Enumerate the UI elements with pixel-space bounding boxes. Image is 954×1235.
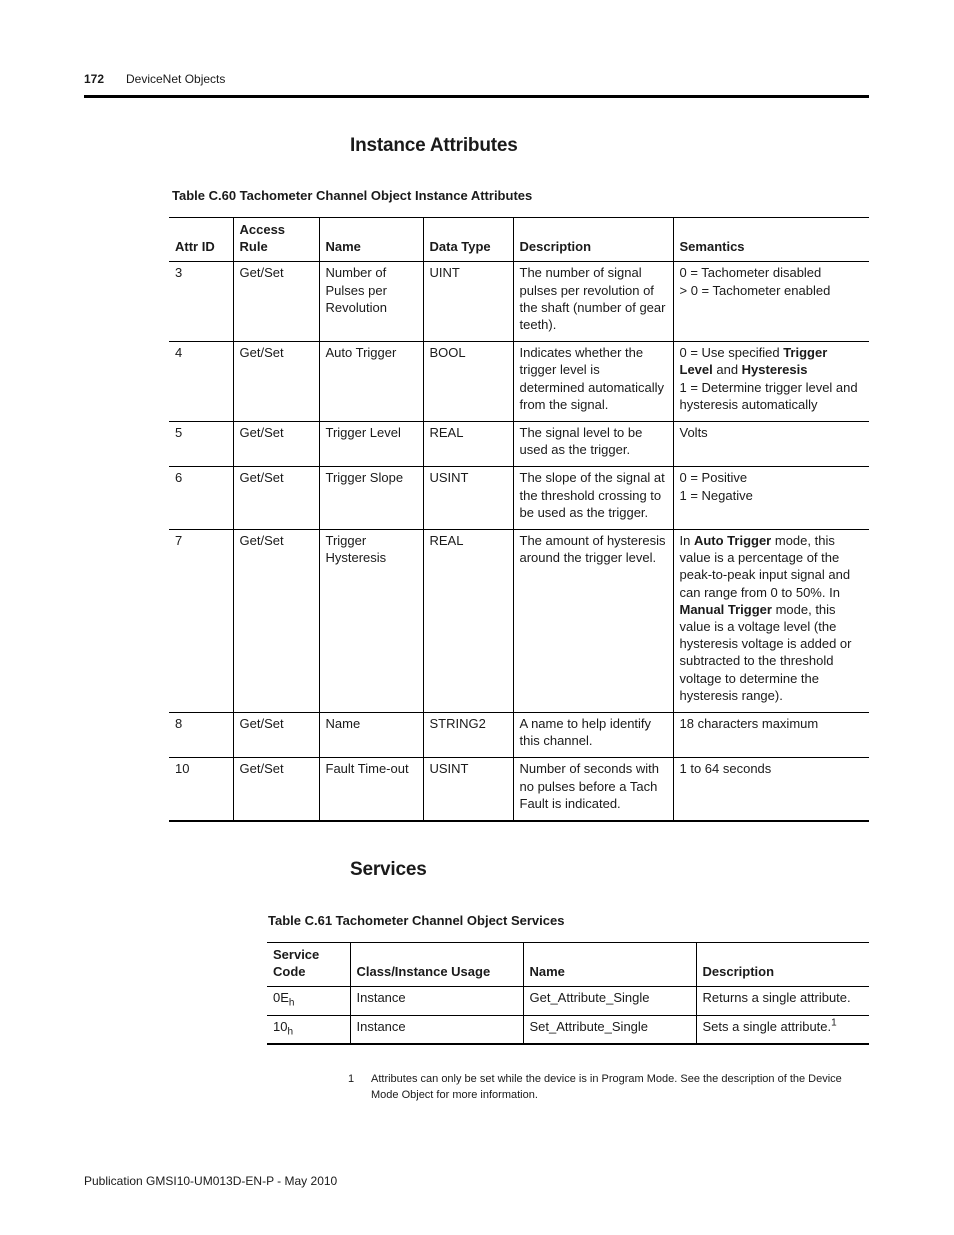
attr-id-cell: 4 [169, 342, 233, 422]
col-access-rule: Access Rule [233, 218, 319, 262]
page-footer: Publication GMSI10-UM013D-EN-P - May 2010 [84, 1174, 338, 1188]
footnote-number: 1 [348, 1073, 355, 1085]
access-cell: Get/Set [233, 467, 319, 530]
attr-id-cell: 3 [169, 262, 233, 342]
type-cell: STRING2 [423, 713, 513, 758]
description-cell: Indicates whether the trigger level is determined automatically from the signal. [513, 342, 673, 422]
instance-attributes-heading: Instance Attributes [350, 135, 518, 156]
usage-cell: Instance [350, 1015, 523, 1044]
table-c61-caption: Table C.61 Tachometer Channel Object Services [268, 913, 565, 928]
table-row [169, 422, 869, 467]
page-header [84, 72, 225, 86]
name-cell: Auto Trigger [319, 342, 423, 422]
description-cell: The slope of the signal at the threshold crossing to be used as the trigger. [513, 467, 673, 530]
col-name: Name [523, 943, 696, 987]
table-header-row [169, 218, 869, 262]
table-row [169, 262, 869, 342]
col-semantics: Semantics [673, 218, 869, 262]
type-cell: UINT [423, 262, 513, 342]
footnote-text: Attributes can only be set while the device is in Program Mode. See the description of the Device Mode Object for more information. [371, 1073, 842, 1101]
hex-subscript: h [287, 1026, 294, 1038]
table-row [169, 530, 869, 713]
name-cell: Trigger Level [319, 422, 423, 467]
semantics-line: 0 = Positive [679, 470, 748, 486]
semantics-cell [673, 530, 869, 713]
type-cell: REAL [423, 422, 513, 467]
semantics-line: > 0 = Tachometer enabled [679, 282, 831, 298]
type-cell: USINT [423, 467, 513, 530]
description-cell: The amount of hysteresis around the trigger level. [513, 530, 673, 713]
semantics-line [680, 344, 864, 378]
name-cell: Fault Time-out [319, 758, 423, 821]
semantics-line: 1 = Negative [679, 487, 753, 503]
name-cell: Set_Attribute_Single [523, 1015, 696, 1044]
attr-id-cell: 5 [169, 422, 233, 467]
col-name: Name [319, 218, 423, 262]
description-cell: Returns a single attribute. [696, 987, 869, 1015]
semantics-text: and [712, 362, 742, 378]
semantics-bold: Auto Trigger [693, 533, 772, 549]
attr-id-cell: 10 [169, 758, 233, 821]
col-service-code: Service Code [267, 943, 350, 987]
table-c60-caption: Table C.60 Tachometer Channel Object Instance Attributes [172, 188, 533, 203]
col-description: Description [513, 218, 673, 262]
description-cell: The signal level to be used as the trigger. [513, 422, 673, 467]
access-cell: Get/Set [233, 342, 319, 422]
attr-id-cell: 6 [169, 467, 233, 530]
hex-subscript: h [288, 998, 295, 1009]
footnote-ref: 1 [831, 1017, 837, 1029]
semantics-text: mode, this value is a voltage level (the hysteresis voltage is added or subtracted to the threshold voltage to determine the hysteresis range). [679, 601, 852, 703]
semantics-cell [673, 262, 869, 342]
page-number: 172 [84, 72, 105, 86]
semantics-cell: 1 to 64 seconds [673, 758, 869, 821]
type-cell: BOOL [423, 342, 513, 422]
header-rule [84, 95, 869, 98]
semantics-cell: 18 characters maximum [673, 713, 869, 758]
usage-cell: Instance [350, 987, 523, 1015]
col-data-type: Data Type [423, 218, 513, 262]
attr-id-cell: 8 [169, 713, 233, 758]
description-cell: The number of signal pulses per revolution of the shaft (number of gear teeth). [513, 262, 673, 342]
semantics-line: 1 = Determine trigger level and hysteresis automatically [679, 379, 858, 412]
description-cell [696, 1015, 869, 1044]
name-cell: Name [319, 713, 423, 758]
col-usage: Class/Instance Usage [350, 943, 523, 987]
table-row [169, 342, 869, 422]
table-row [267, 987, 869, 1015]
type-cell: USINT [423, 758, 513, 821]
service-code: 0E [273, 990, 289, 1006]
table-row [169, 713, 869, 758]
service-code-cell [267, 1015, 350, 1044]
semantics-text: In [679, 533, 694, 549]
semantics-text: mode, this value is a percentage of the peak-to-peak input signal and can range from 0 to 50%. In [679, 533, 851, 600]
name-cell: Trigger Hysteresis [319, 530, 423, 713]
section-title: DeviceNet Objects [126, 72, 226, 86]
name-cell: Get_Attribute_Single [523, 987, 696, 1015]
service-code: 10 [273, 1018, 288, 1034]
type-cell: REAL [423, 530, 513, 713]
table-row [169, 758, 869, 821]
table-row [267, 1015, 869, 1044]
semantics-text: 0 = Use specified [679, 345, 784, 361]
table-row [169, 467, 869, 530]
semantics-cell [673, 467, 869, 530]
access-cell: Get/Set [233, 758, 319, 821]
attr-id-cell: 7 [169, 530, 233, 713]
semantics-line: 0 = Tachometer disabled [679, 265, 822, 281]
col-attr-id: Attr ID [169, 218, 233, 262]
access-cell: Get/Set [233, 262, 319, 342]
semantics-cell: Volts [673, 422, 869, 467]
semantics-cell [673, 342, 869, 422]
semantics-bold: Manual Trigger [679, 601, 772, 617]
description-cell: A name to help identify this channel. [513, 713, 673, 758]
instance-attributes-table [169, 217, 869, 822]
semantics-bold: Hysteresis [741, 362, 808, 378]
col-description: Description [696, 943, 869, 987]
services-heading: Services [350, 859, 427, 880]
access-cell: Get/Set [233, 422, 319, 467]
name-cell: Number of Pulses per Revolution [319, 262, 423, 342]
name-cell: Trigger Slope [319, 467, 423, 530]
description-text: Sets a single attribute. [702, 1018, 832, 1034]
description-cell: Number of seconds with no pulses before a Tach Fault is indicated. [513, 758, 673, 821]
service-code-cell [267, 987, 350, 1015]
access-cell: Get/Set [233, 713, 319, 758]
semantics-bold: Trigger Level [679, 345, 828, 378]
services-table [267, 942, 869, 1045]
table-header-row [267, 943, 869, 987]
access-cell: Get/Set [233, 530, 319, 713]
